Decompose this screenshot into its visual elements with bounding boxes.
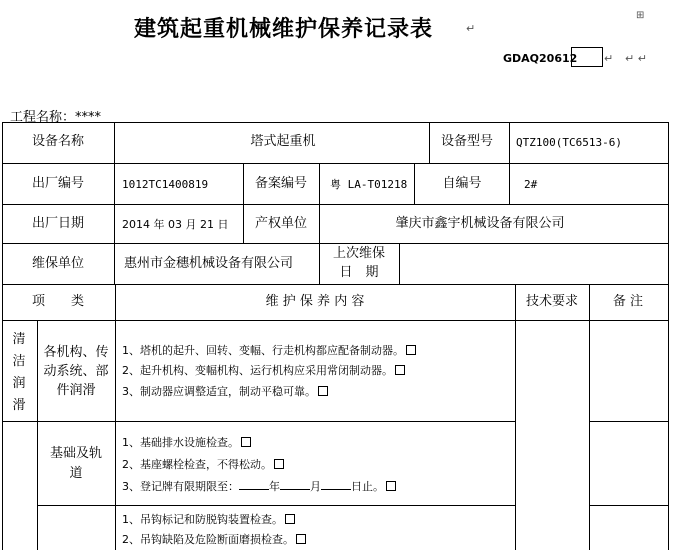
self-number-value[interactable]: 2#	[524, 178, 538, 191]
form-code: GDAQ20612	[503, 52, 578, 65]
document-title: 建筑起重机械维护保养记录表	[134, 17, 434, 42]
month-blank[interactable]	[280, 489, 310, 490]
day-blank[interactable]	[321, 489, 351, 490]
record-number-value[interactable]: 粤 LA-T01218	[330, 178, 408, 191]
checklist-item: 1、塔机的起升、回转、变幅、行走机构都应配备制动器。	[122, 343, 416, 359]
paragraph-mark-icon: ↵	[466, 22, 476, 35]
checkbox[interactable]	[386, 481, 396, 491]
last-maintenance-date-label-line1: 上次维保	[332, 246, 386, 261]
device-name-label: 设备名称	[31, 134, 85, 149]
group-label-char: 滑	[12, 398, 26, 413]
checkbox[interactable]	[406, 345, 416, 355]
maintenance-content-header: 维 护 保 养 内 容	[265, 294, 365, 309]
checkbox[interactable]	[296, 534, 306, 544]
checkbox[interactable]	[395, 365, 405, 375]
maintenance-unit-value[interactable]: 惠州市金穗机械设备有限公司	[124, 256, 294, 271]
last-maintenance-date-label-line2: 日 期	[339, 265, 379, 280]
checklist-item: 1、基础排水设施检查。	[122, 435, 251, 451]
checklist-item: 1、吊钩标记和防脱钩装置检查。	[122, 512, 295, 528]
last-maintenance-date-value[interactable]	[406, 256, 666, 274]
remarks-header: 备 注	[612, 294, 644, 309]
project-name-label: 工程名称：	[10, 110, 76, 125]
section-foundation-label-line2: 道	[69, 466, 83, 481]
group-label-char: 洁	[12, 354, 26, 369]
checkbox[interactable]	[241, 437, 251, 447]
section-foundation-label-line1: 基础及轨	[49, 446, 103, 461]
checkbox[interactable]	[274, 459, 284, 469]
checklist-item-registration-expiry: 3、登记牌有限期限至： 年 月 日止。	[122, 479, 396, 495]
project-name-value[interactable]: ****	[75, 110, 102, 125]
device-name-value[interactable]: 塔式起重机	[250, 134, 316, 149]
self-number-label: 自编号	[442, 176, 482, 191]
section-lubrication-label-line1: 各机构、传	[43, 345, 109, 360]
record-number-label: 备案编号	[254, 176, 308, 191]
group-label-char: 清	[12, 332, 26, 347]
factory-date-label: 出厂日期	[31, 216, 85, 231]
device-model-label: 设备型号	[440, 134, 494, 149]
item-category-header: 项 类	[31, 294, 85, 309]
owner-unit-label: 产权单位	[254, 216, 308, 231]
remark-cell[interactable]	[592, 508, 666, 548]
checklist-item: 2、吊钩缺陷及危险断面磨损检查。	[122, 532, 306, 548]
table-anchor-icon: ⊞	[636, 10, 645, 21]
paragraph-mark-icon: ↵	[604, 52, 614, 65]
paragraph-mark-icon: ↵ ↵	[625, 52, 647, 65]
checklist-item: 2、起升机构、变幅机构、运行机构应采用常闭制动器。	[122, 363, 405, 379]
remark-cell[interactable]	[592, 424, 666, 502]
remark-cell[interactable]	[592, 324, 666, 418]
checklist-item: 2、基座螺栓检查，不得松动。	[122, 457, 284, 473]
section-lubrication-label-line3: 件润滑	[56, 383, 96, 398]
factory-date-value[interactable]: 2014 年 03 月 21 日	[122, 218, 229, 231]
section-lubrication-label-line2: 动系统、部	[43, 364, 109, 379]
checkbox[interactable]	[318, 386, 328, 396]
checklist-item: 3、制动器应调整适宜，制动平稳可靠。	[122, 384, 328, 400]
factory-number-value[interactable]: 1012TC1400819	[122, 178, 209, 191]
technical-requirement-cell[interactable]	[518, 324, 587, 548]
maintenance-unit-label: 维保单位	[31, 256, 85, 271]
factory-number-label: 出厂编号	[31, 176, 85, 191]
device-model-value[interactable]: QTZ100(TC6513-6)	[516, 136, 622, 149]
checkbox[interactable]	[285, 514, 295, 524]
group-label-char: 润	[12, 376, 26, 391]
year-blank[interactable]	[239, 489, 269, 490]
owner-unit-value[interactable]: 肇庆市鑫宇机械设备有限公司	[395, 216, 565, 231]
technical-requirements-header: 技术要求	[525, 294, 579, 309]
